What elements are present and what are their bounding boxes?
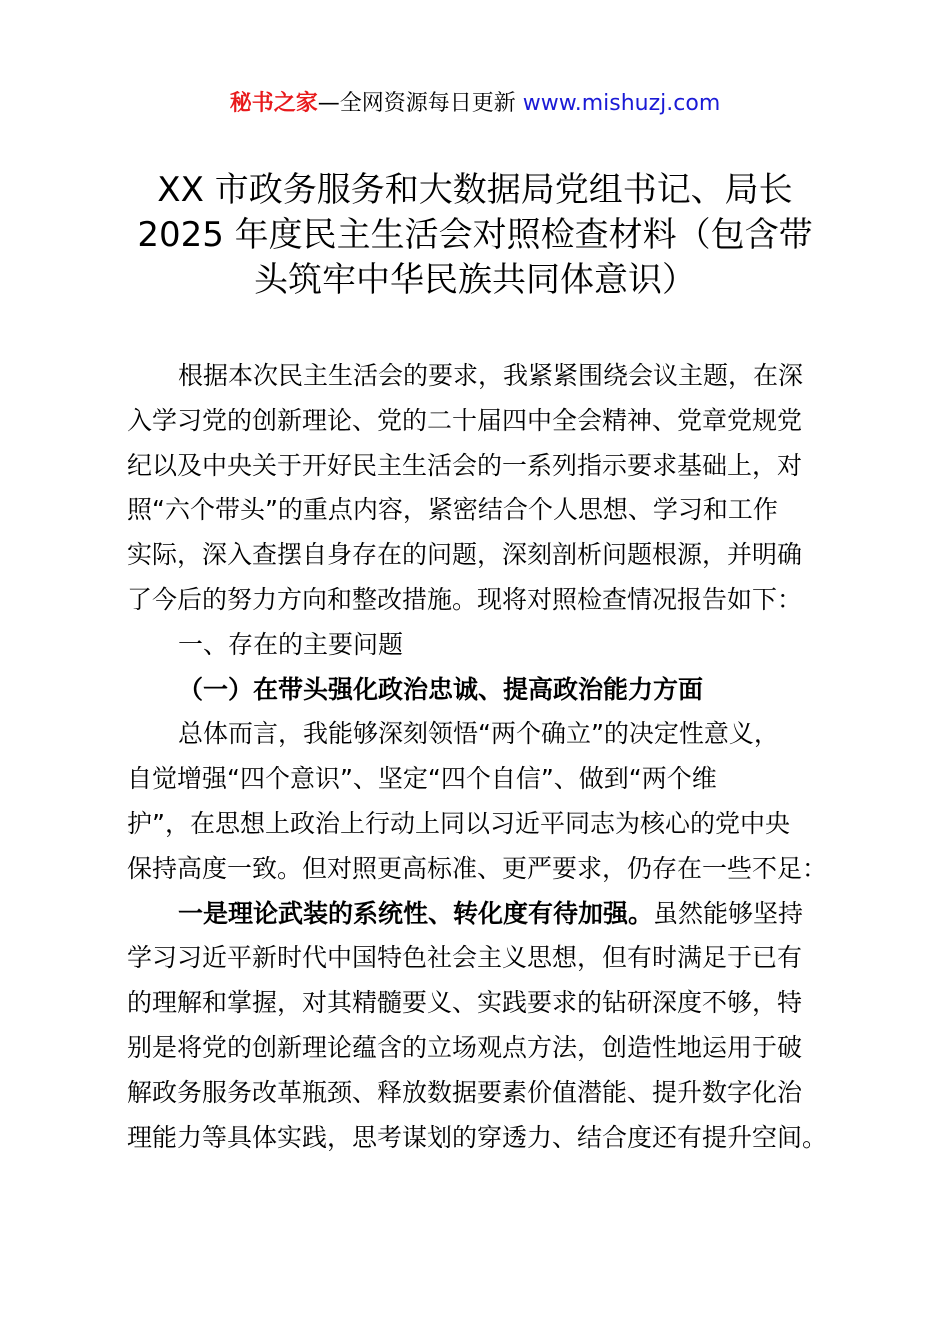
paragraph-line: [127, 892, 837, 937]
point-lead: 一是理论武装的系统性、转化度有待加强。: [178, 898, 654, 928]
site-header: [0, 88, 950, 120]
subsection-heading: （一）在带头强化政治忠诚、提高政治能力方面: [178, 674, 704, 704]
title-line: XX 市政务服务和大数据局党组书记、局长: [157, 170, 793, 210]
paragraph-line: 纪以及中央关于开好民主生活会的一系列指示要求基础上，对: [127, 450, 803, 480]
document-title: [110, 168, 840, 303]
paragraph-line: 护”，在思想上政治上行动上同以习近平同志为核心的党中央: [127, 808, 790, 838]
paragraph-line: 照“六个带头”的重点内容，紧密结合个人思想、学习和工作: [127, 495, 778, 525]
paragraph-line: 解政务服务改革瓶颈、释放数据要素价值潜能、提升数字化治: [127, 1077, 803, 1107]
point-text: 虽然能够坚持: [653, 898, 804, 928]
paragraph-line: 入学习党的创新理论、党的二十届四中全会精神、党章党规党: [127, 405, 803, 435]
header-tagline: —全网资源每日更新: [317, 91, 523, 116]
site-url: www.mishuzj.com: [522, 91, 721, 116]
section-heading: 一、存在的主要问题: [178, 629, 404, 659]
paragraph-line: 自觉增强“四个意识”、坚定“四个自信”、做到“两个维: [127, 764, 717, 794]
paragraph-line: 学习习近平新时代中国特色社会主义思想，但有时满足于已有: [127, 943, 803, 973]
title-line: 头筑牢中华民族共同体意识）: [254, 260, 696, 300]
document-body: [127, 354, 837, 1160]
paragraph-line: 的理解和掌握，对其精髓要义、实践要求的钻研深度不够，特: [127, 988, 803, 1018]
paragraph-line: 理能力等具体实践，思考谋划的穿透力、结合度还有提升空间。: [127, 1122, 828, 1152]
paragraph-line: 总体而言，我能够深刻领悟“两个确立”的决定性意义，: [178, 719, 779, 749]
point-paragraph: [127, 892, 837, 1161]
paragraph-line: 实际，深入查摆自身存在的问题，深刻剖析问题根源，并明确: [127, 540, 803, 570]
intro-paragraph: [127, 354, 837, 623]
title-line: 2025 年度民主生活会对照检查材料（包含带: [137, 215, 813, 255]
summary-paragraph: [127, 712, 837, 891]
paragraph-line: 别是将党的创新理论蕴含的立场观点方法，创造性地运用于破: [127, 1032, 803, 1062]
paragraph-line: 了今后的努力方向和整改措施。现将对照检查情况报告如下：: [127, 584, 803, 614]
paragraph-line: 保持高度一致。但对照更高标准、更严要求，仍存在一些不足：: [127, 853, 828, 883]
paragraph-line: 根据本次民主生活会的要求，我紧紧围绕会议主题，在深: [178, 361, 804, 390]
brand-name: 秘书之家: [229, 91, 318, 116]
